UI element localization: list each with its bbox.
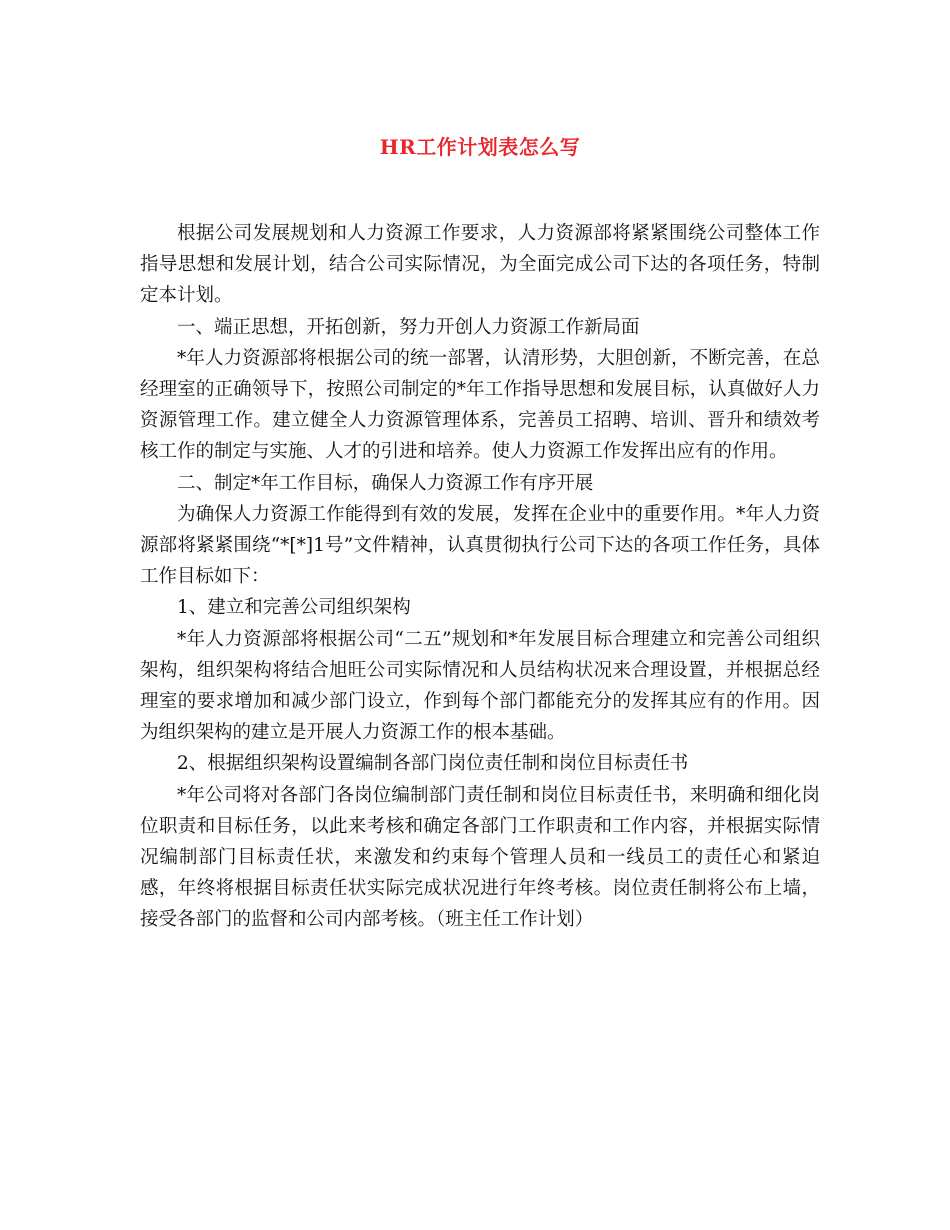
section-heading-2: 二、制定*年工作目标，确保人力资源工作有序开展 <box>177 472 594 494</box>
paragraph-subsection-1: *年人力资源部将根据公司“二五”规划和*年发展目标合理建立和完善公司组织架构，组织架构将结合旭旺公司实际情况和人员结构状况来合理设置，并根据总经理室的要求增加和减少部门设立，作到每个部门都能充分的发挥其应有的作用。因为组织架构的建立是开展人力资源工作的根本基础。 <box>140 628 820 744</box>
subsection-heading-1: 1、建立和完善公司组织架构 <box>177 597 411 619</box>
paragraph-section-1: *年人力资源部将根据公司的统一部署，认清形势，大胆创新，不断完善，在总经理室的正确领导下，按照公司制定的*年工作指导思想和发展目标，认真做好人力资源管理工作。建立健全人力资源管理体系，完善员工招聘、培训、晋升和绩效考核工作的制定与实施、人才的引进和培养。使人力资源工作发挥出应有的作用。 <box>140 347 820 463</box>
paragraph-subsection-2: *年公司将对各部门各岗位编制部门责任制和岗位目标责任书，来明确和细化岗位职责和目标任务，以此来考核和确定各部门工作职责和工作内容，并根据实际情况编制部门目标责任状，来激发和约束每个管理人员和一线员工的责任心和紧迫感，年终将根据目标责任状实际完成状况进行年终考核。岗位责任制将公布上墙，接受各部门的监督和公司内部考核。（班主任工作计划） <box>140 784 820 931</box>
subsection-heading-2: 2、根据组织架构设置编制各部门岗位责任制和岗位目标责任书 <box>177 753 689 775</box>
document-title: HR工作计划表怎么写 <box>379 135 581 159</box>
section-heading-1: 一、端正思想，开拓创新，努力开创人力资源工作新局面 <box>177 316 640 338</box>
paragraph-section-2: 为确保人力资源工作能得到有效的发展，发挥在企业中的重要作用。*年人力资源部将紧紧围绕“*[*]1号”文件精神，认真贯彻执行公司下达的各项工作任务，具体工作目标如下： <box>140 503 820 588</box>
paragraph-intro: 根据公司发展规划和人力资源工作要求，人力资源部将紧紧围绕公司整体工作指导思想和发展计划，结合公司实际情况，为全面完成公司下达的各项任务，特制定本计划。 <box>140 223 820 307</box>
